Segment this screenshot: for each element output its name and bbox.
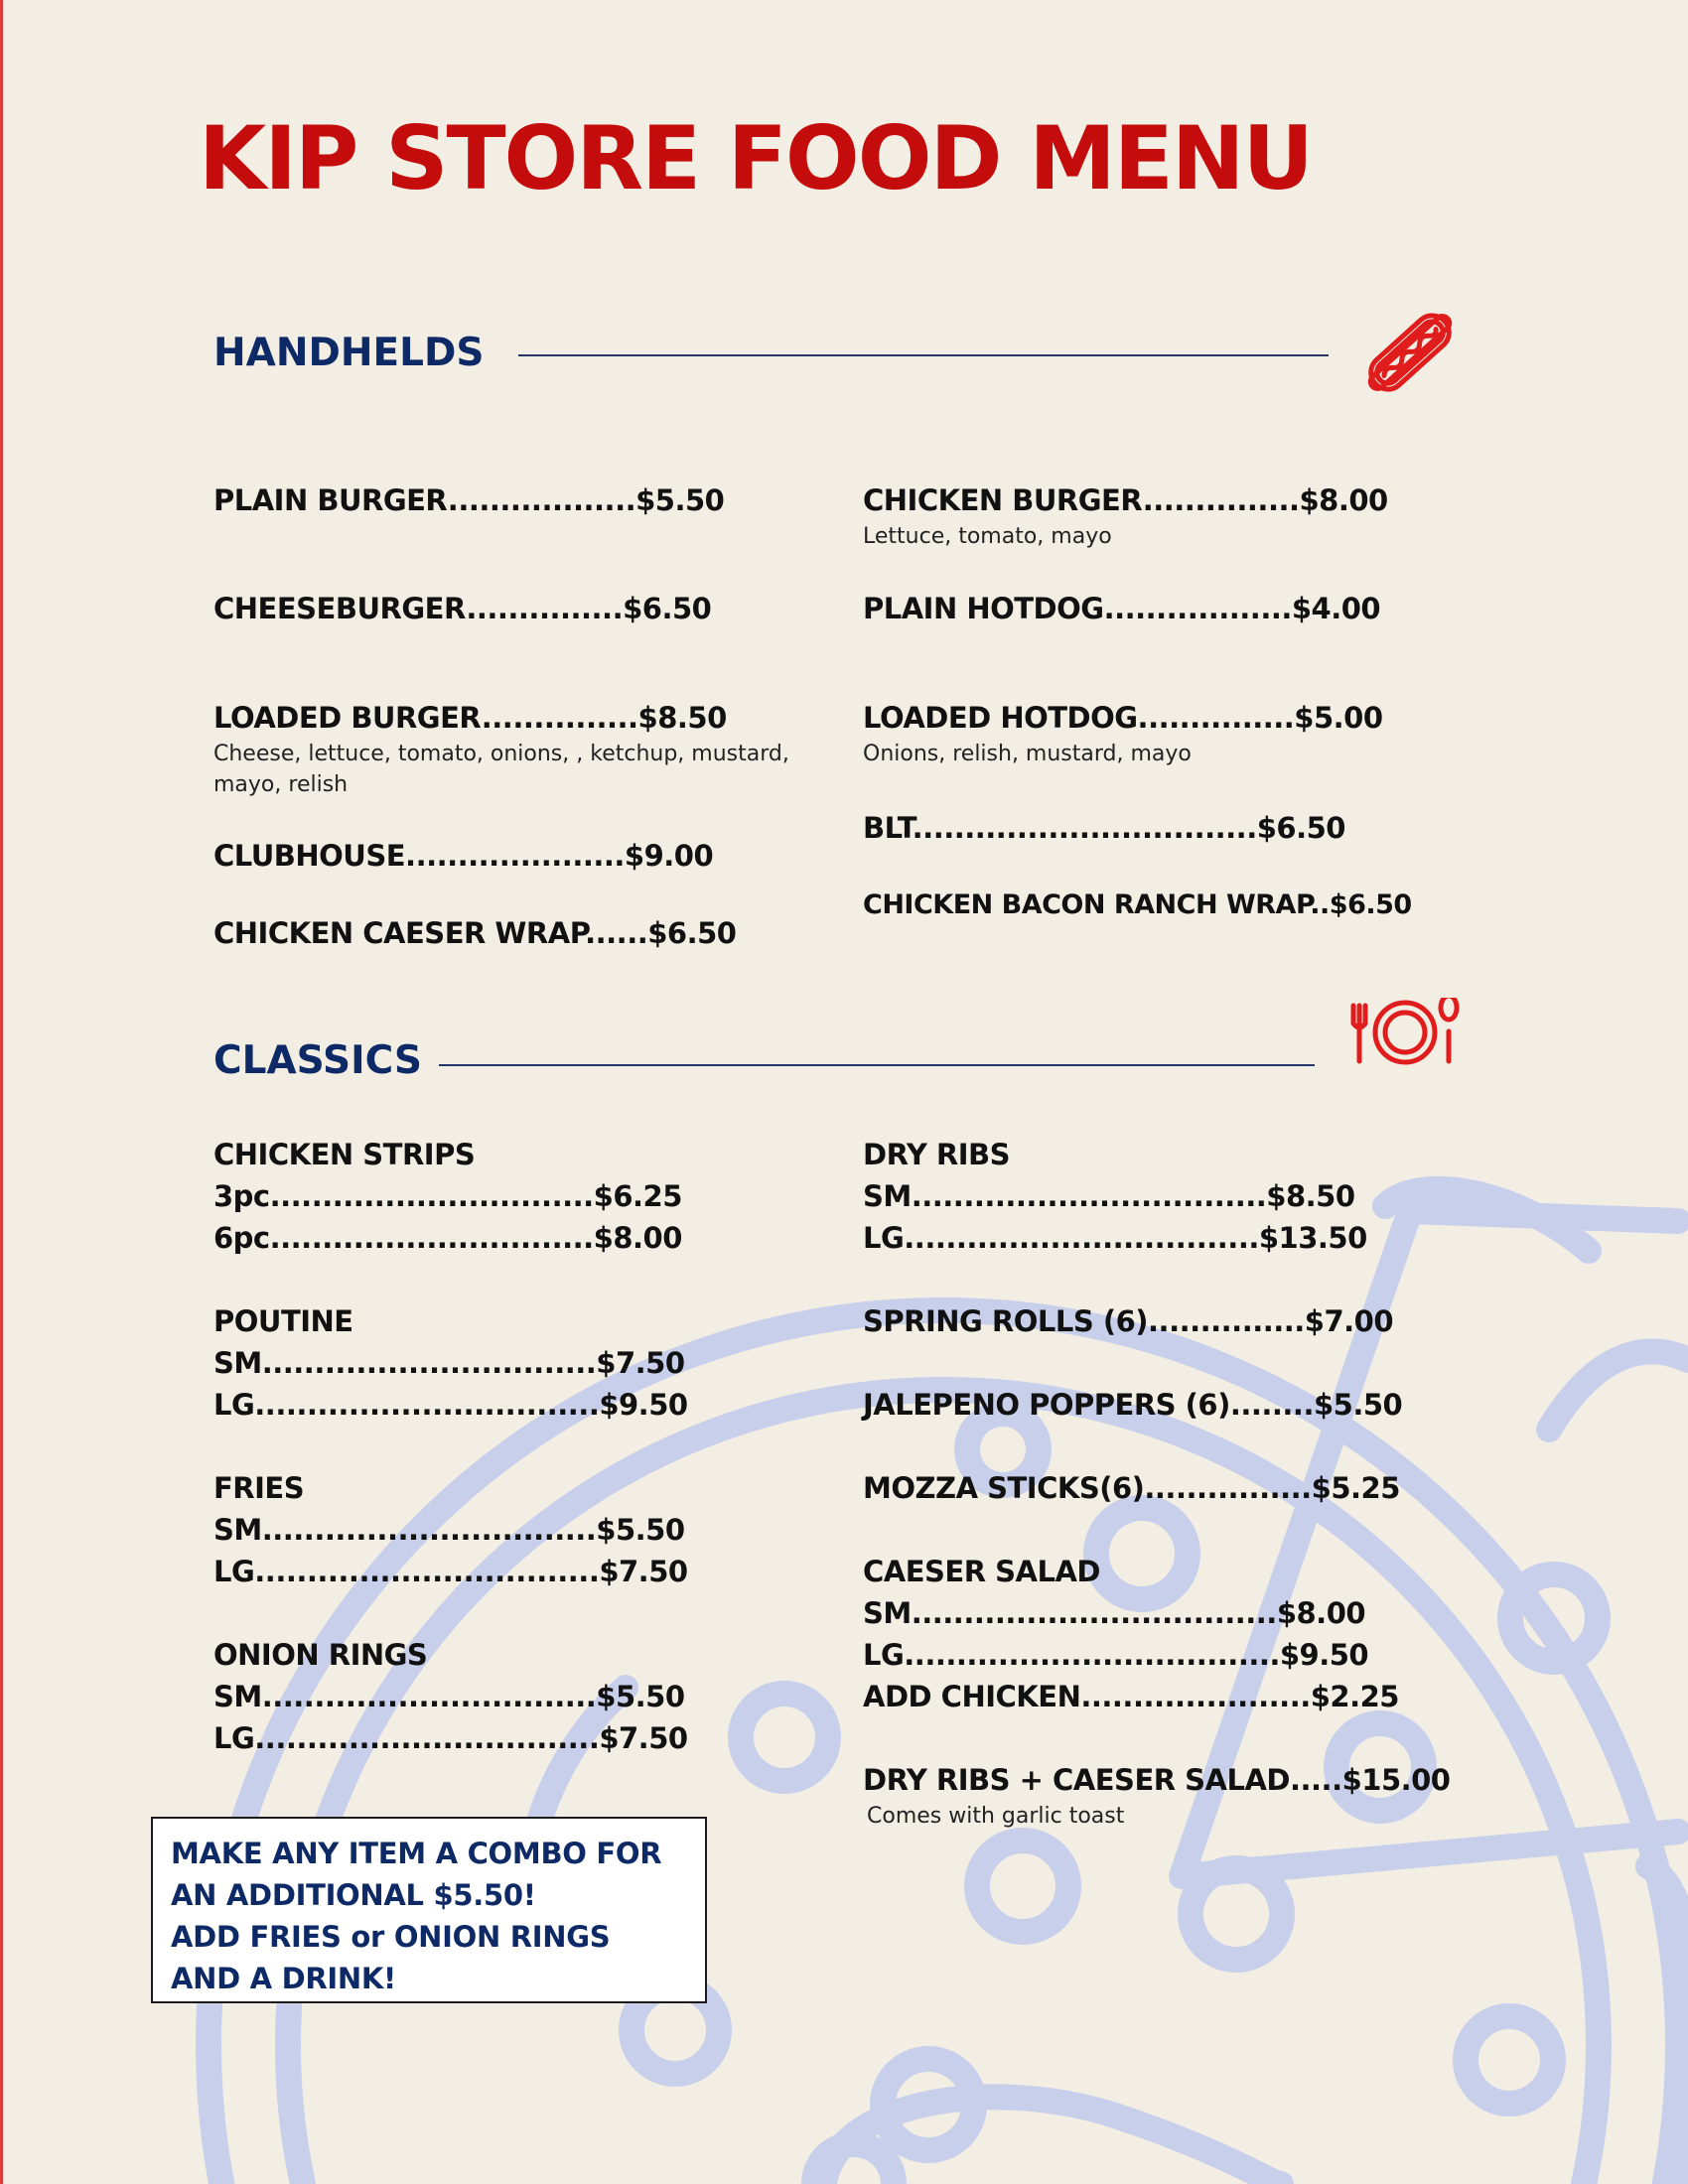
section-divider — [518, 354, 1329, 356]
group-name: FRIES — [213, 1471, 305, 1505]
menu-group — [863, 1134, 1367, 1259]
menu-item — [863, 885, 1412, 926]
section-divider — [439, 1064, 1315, 1066]
item-price-line: PLAIN HOTDOG..................$4.00 — [863, 592, 1381, 625]
menu-item — [213, 835, 713, 877]
item-price-line: CHICKEN BURGER...............$8.00 — [863, 483, 1388, 517]
size-price-line: SM................................$5.50 — [213, 1513, 685, 1547]
item-price-line: CHICKEN BACON RANCH WRAP..$6.50 — [863, 889, 1412, 920]
size-price-line: LG.................................$7.50 — [213, 1721, 688, 1755]
menu-item — [863, 1384, 1402, 1426]
item-description: Cheese, lettuce, tomato, onions, , ketchup, mustard, mayo, relish — [213, 742, 789, 797]
size-price-line: LG....................................$9.50 — [863, 1638, 1369, 1672]
size-price-line: SM..................................$8.50 — [863, 1179, 1355, 1213]
menu-item — [863, 1759, 1451, 1832]
menu-item — [213, 479, 724, 521]
size-price-line: 6pc...............................$8.00 — [213, 1221, 682, 1255]
hotdog-icon — [1355, 298, 1465, 407]
menu-item — [213, 912, 736, 954]
menu-group — [213, 1634, 688, 1759]
menu-title: KIP STORE FOOD MENU — [199, 107, 1312, 209]
size-price-line: LG.................................$9.50 — [213, 1388, 688, 1422]
plate-cutlery-icon — [1345, 998, 1465, 1067]
size-price-line: 3pc...............................$6.25 — [213, 1179, 682, 1213]
item-price-line: JALEPENO POPPERS (6)........$5.50 — [863, 1388, 1403, 1422]
size-price-line: SM...................................$8.00 — [863, 1596, 1366, 1630]
menu-group — [863, 1551, 1399, 1717]
menu-group — [213, 1134, 682, 1259]
size-price-line: LG.................................$7.50 — [213, 1555, 688, 1588]
menu-item — [863, 588, 1380, 629]
menu-item — [213, 697, 839, 800]
item-price-line: BLT.................................$6.50 — [863, 811, 1345, 845]
item-price-line: SPRING ROLLS (6)...............$7.00 — [863, 1304, 1394, 1338]
item-price-line: CHEESEBURGER...............$6.50 — [213, 592, 712, 625]
group-name: ONION RINGS — [213, 1638, 428, 1672]
menu-item — [213, 588, 711, 629]
size-price-line: SM................................$5.50 — [213, 1680, 685, 1713]
item-price-line: CLUBHOUSE.....................$9.00 — [213, 839, 714, 873]
item-price-line: MOZZA STICKS(6)................$5.25 — [863, 1471, 1400, 1505]
group-name: POUTINE — [213, 1304, 353, 1338]
section-heading-handhelds: HANDHELDS — [213, 331, 485, 375]
combo-note-line: MAKE ANY ITEM A COMBO FOR AN ADDITIONAL $5.50! — [171, 1837, 662, 1912]
item-description: Lettuce, tomato, mayo — [863, 524, 1112, 549]
size-price-line: SM................................$7.50 — [213, 1346, 685, 1380]
item-price-line: PLAIN BURGER..................$5.50 — [213, 483, 725, 517]
item-price-line: CHICKEN CAESER WRAP......$6.50 — [213, 916, 737, 950]
group-name: CHICKEN STRIPS — [213, 1138, 476, 1171]
menu-group — [213, 1467, 688, 1592]
item-description: Onions, relish, mustard, mayo — [863, 742, 1192, 766]
item-price-line: DRY RIBS + CAESER SALAD.....$15.00 — [863, 1763, 1451, 1797]
menu-group — [213, 1300, 688, 1426]
combo-note-line: ADD FRIES or ONION RINGS AND A DRINK! — [171, 1920, 611, 1995]
size-price-line: LG..................................$13.50 — [863, 1221, 1367, 1255]
group-name: CAESER SALAD — [863, 1555, 1100, 1588]
group-name: DRY RIBS — [863, 1138, 1011, 1171]
menu-item — [863, 479, 1388, 552]
menu-item — [863, 807, 1345, 849]
item-description: Comes with garlic toast — [867, 1804, 1125, 1829]
size-price-line: ADD CHICKEN......................$2.25 — [863, 1680, 1399, 1713]
menu-item — [863, 1300, 1393, 1342]
item-price-line: LOADED HOTDOG...............$5.00 — [863, 701, 1383, 735]
menu-item — [863, 697, 1383, 769]
section-heading-classics: CLASSICS — [213, 1038, 423, 1083]
item-price-line: LOADED BURGER...............$8.50 — [213, 701, 727, 735]
combo-note-box — [151, 1817, 707, 2003]
menu-item — [863, 1467, 1400, 1509]
